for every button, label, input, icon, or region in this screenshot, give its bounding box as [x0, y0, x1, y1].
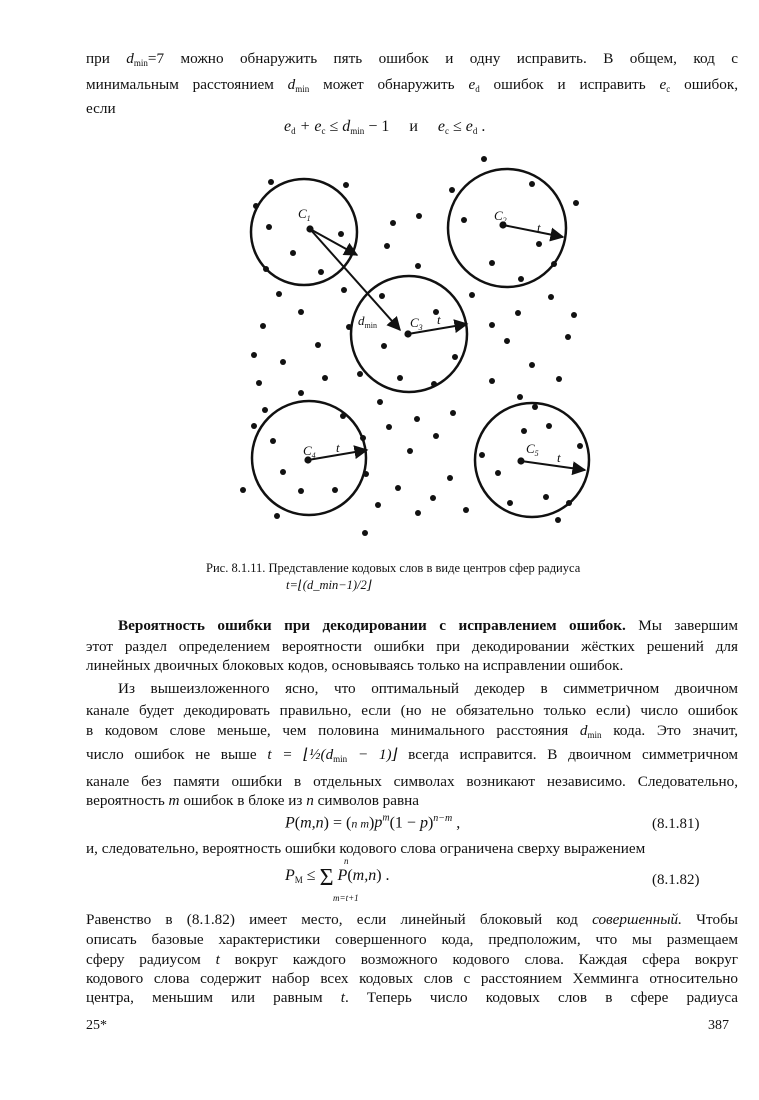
sphere-c5	[475, 403, 589, 517]
p4-line-5: центра, меньшим или равным t. Теперь число кодовых слов в сфере радиуса	[86, 989, 739, 1006]
equation-8-1-82: $P_M \le \Sigma$ P(m,n) .	[285, 865, 390, 891]
svg-text:C4: $C_4$	[303, 443, 316, 460]
svg-text:C1: $C_1$	[298, 206, 311, 223]
p4-line-1: Равенство в (8.1.82) имеет место, если линейный блоковый код совершенный. Чтобы	[86, 911, 739, 928]
footer-left: 25*	[86, 1018, 107, 1033]
p3-line: и, следовательно, вероятность ошибки кодового слова ограничена сверху выражением	[86, 840, 646, 857]
equation-8-1-81: P(m,n) = (n $m)p^m(1 - p)^{n-m}$ ,	[285, 813, 461, 832]
text-line-3: если	[86, 100, 116, 117]
p2-line-2: канале будет декодировать правильно, если (но не обязательно только если) число ошибок	[86, 702, 738, 719]
p4-line-4: кодового слова содержит набор всех кодовых слов с расстоянием Хемминга относительно	[86, 970, 738, 987]
radius-arrow-c2	[503, 225, 563, 237]
p2-line-1: Из вышеизложенного ясно, что оптимальный декодер в симметричном двоичном	[118, 680, 738, 697]
svg-text:t: t	[437, 312, 441, 327]
p2-line-3: в кодовом слове меньше, чем половина минимального расстояния $d_{min}$ кода. Это значит,	[86, 722, 739, 740]
sphere-c2	[448, 169, 566, 287]
svg-text:dmin: $d_{min}$	[358, 313, 377, 330]
radius-arrow-c1	[310, 229, 357, 255]
eq-number-82: (8.1.82)	[652, 872, 700, 888]
sum-limits: n	[344, 856, 349, 866]
svg-text:t: t	[336, 440, 340, 455]
svg-text:C3: $C_3$	[410, 315, 423, 332]
p1-line-3: линейных двоичных блоковых кодов, основываясь только на исправлении ошибок.	[86, 657, 624, 674]
svg-text:t: t	[557, 450, 561, 465]
page-number: 387	[708, 1018, 729, 1033]
svg-text:t: t	[537, 220, 541, 235]
inequality: $e_d + e_c \le d_{min} - 1$ и $e_c \le e_d$ .	[284, 118, 486, 136]
text-line-2: минимальным расстоянием $d_{min}$ может обнаружить $e_d$ ошибок и исправить $e_c$ ошибок,	[86, 76, 739, 94]
sum-limits-lower: m=t+1	[333, 893, 359, 903]
p4-line-3: сферу радиусом t вокруг каждого возможного кодового слова. Каждая сфера вокруг	[86, 951, 739, 968]
figure-caption: Рис. 8.1.11. Представление кодовых слов в виде центров сфер радиуса	[206, 561, 581, 575]
section-heading-line: Вероятность ошибки при декодировании с исправлением ошибок. Мы завершим	[118, 617, 738, 634]
p4-line-2: описать базовые характеристики совершенного кода, предположим, что мы размещаем	[86, 931, 738, 948]
svg-text:C2: $C_2$	[494, 208, 507, 225]
radius-arrow-c5	[521, 461, 585, 470]
svg-text:C5: $C_5$	[526, 441, 539, 458]
p2-line-5: канале без памяти ошибки в отдельных символах возникают независимо. Следовательно,	[86, 773, 738, 790]
p2-line-4: число ошибок не выше $t = ⌊\frac{1}{2}(d_{min}$ − 1)⌋ всегда исправится. В двоичном симметричном	[86, 746, 739, 764]
eq-number-81: (8.1.81)	[652, 816, 700, 832]
text-line-1: при $d_{min}=7$ можно обнаружить пять ошибок и одну исправить. В общем, код с	[86, 50, 739, 68]
figure-caption-formula: t=⌊(d_min−1)/2⌋	[286, 578, 372, 592]
p2-line-6: вероятность m ошибок в блоке из n символов равна	[86, 792, 420, 809]
section-heading: Вероятность ошибки при декодировании с исправлением ошибок.	[118, 617, 626, 634]
p1-line-2: этот раздел определением вероятности ошибки при декодировании жёстких решений для	[86, 638, 738, 655]
